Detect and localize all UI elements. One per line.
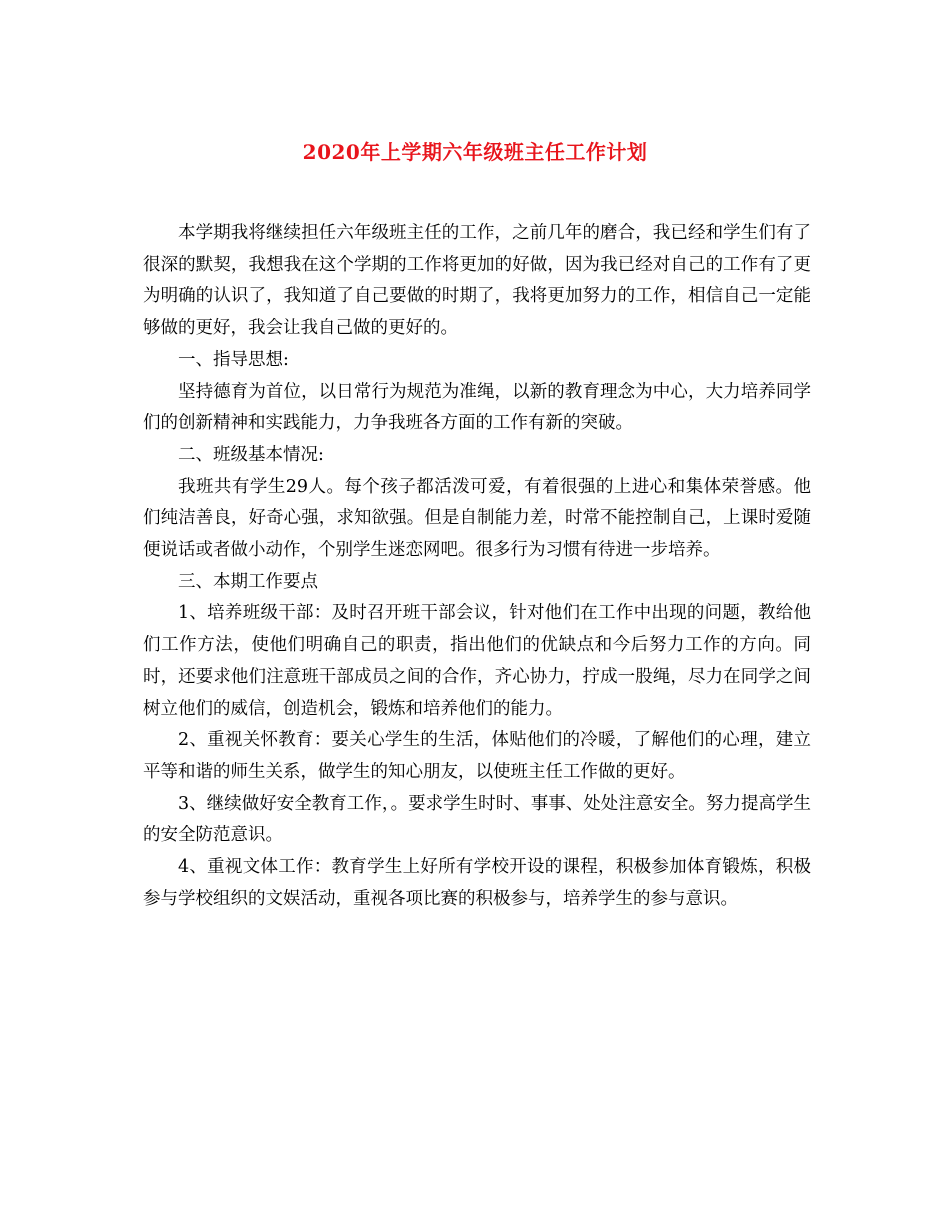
heading-work-points: 三、本期工作要点 (178, 571, 318, 592)
heading-guiding-ideology: 一、指导思想: (178, 349, 289, 370)
paragraph-point-4: 4、重视文体工作：教育学生上好所有学校开设的课程，积极参加体育锻炼，积极参与学校组织的文娱活动，重视各项比赛的积极参与，培养学生的参与意识。 (143, 857, 811, 909)
paragraph-guiding-ideology: 坚持德育为首位，以日常行为规范为准绳，以新的教育理念为中心，大力培养同学们的创新精神和实践能力，力争我班各方面的工作有新的突破。 (143, 381, 811, 434)
paragraph-point-3: 3、继续做好安全教育工作，。要求学生时时、事事、处处注意安全。努力提高学生的安全防范意识。 (143, 793, 811, 846)
paragraph-class-situation: 我班共有学生29人。每个孩子都活泼可爱，有着很强的上进心和集体荣誉感。他们纯洁善良，好奇心强，求知欲强。但是自制能力差，时常不能控制自己，上课时爱随便说话或者做小动作，个别学生迷恋网吧。很多行为习惯有待进一步培养。 (143, 476, 811, 561)
document-body (143, 218, 811, 915)
paragraph-point-2: 2、重视关怀教育：要关心学生的生活，体贴他们的冷暖，了解他们的心理，建立平等和谐的师生关系，做学生的知心朋友，以使班主任工作做的更好。 (143, 730, 811, 782)
paragraph-point-1: 1、培养班级干部：及时召开班干部会议，针对他们在工作中出现的问题，教给他们工作方法，使他们明确自己的职责，指出他们的优缺点和今后努力工作的方向。同时，还要求他们注意班干部成员之间的合作，齐心协力，拧成一股绳，尽力在同学之间树立他们的威信，创造机会，锻炼和培养他们的能力。 (143, 603, 811, 719)
paragraph-intro: 本学期我将继续担任六年级班主任的工作，之前几年的磨合，我已经和学生们有了很深的默契，我想我在这个学期的工作将更加的好做，因为我已经对自己的工作有了更为明确的认识了，我知道了自己要做的时期了，我将更加努力的工作，相信自己一定能够做的更好，我会让我自己做的更好的。 (143, 223, 811, 339)
heading-class-situation: 二、班级基本情况: (178, 444, 324, 465)
document-title: 2020年上学期六年级班主任工作计划 (302, 140, 648, 164)
